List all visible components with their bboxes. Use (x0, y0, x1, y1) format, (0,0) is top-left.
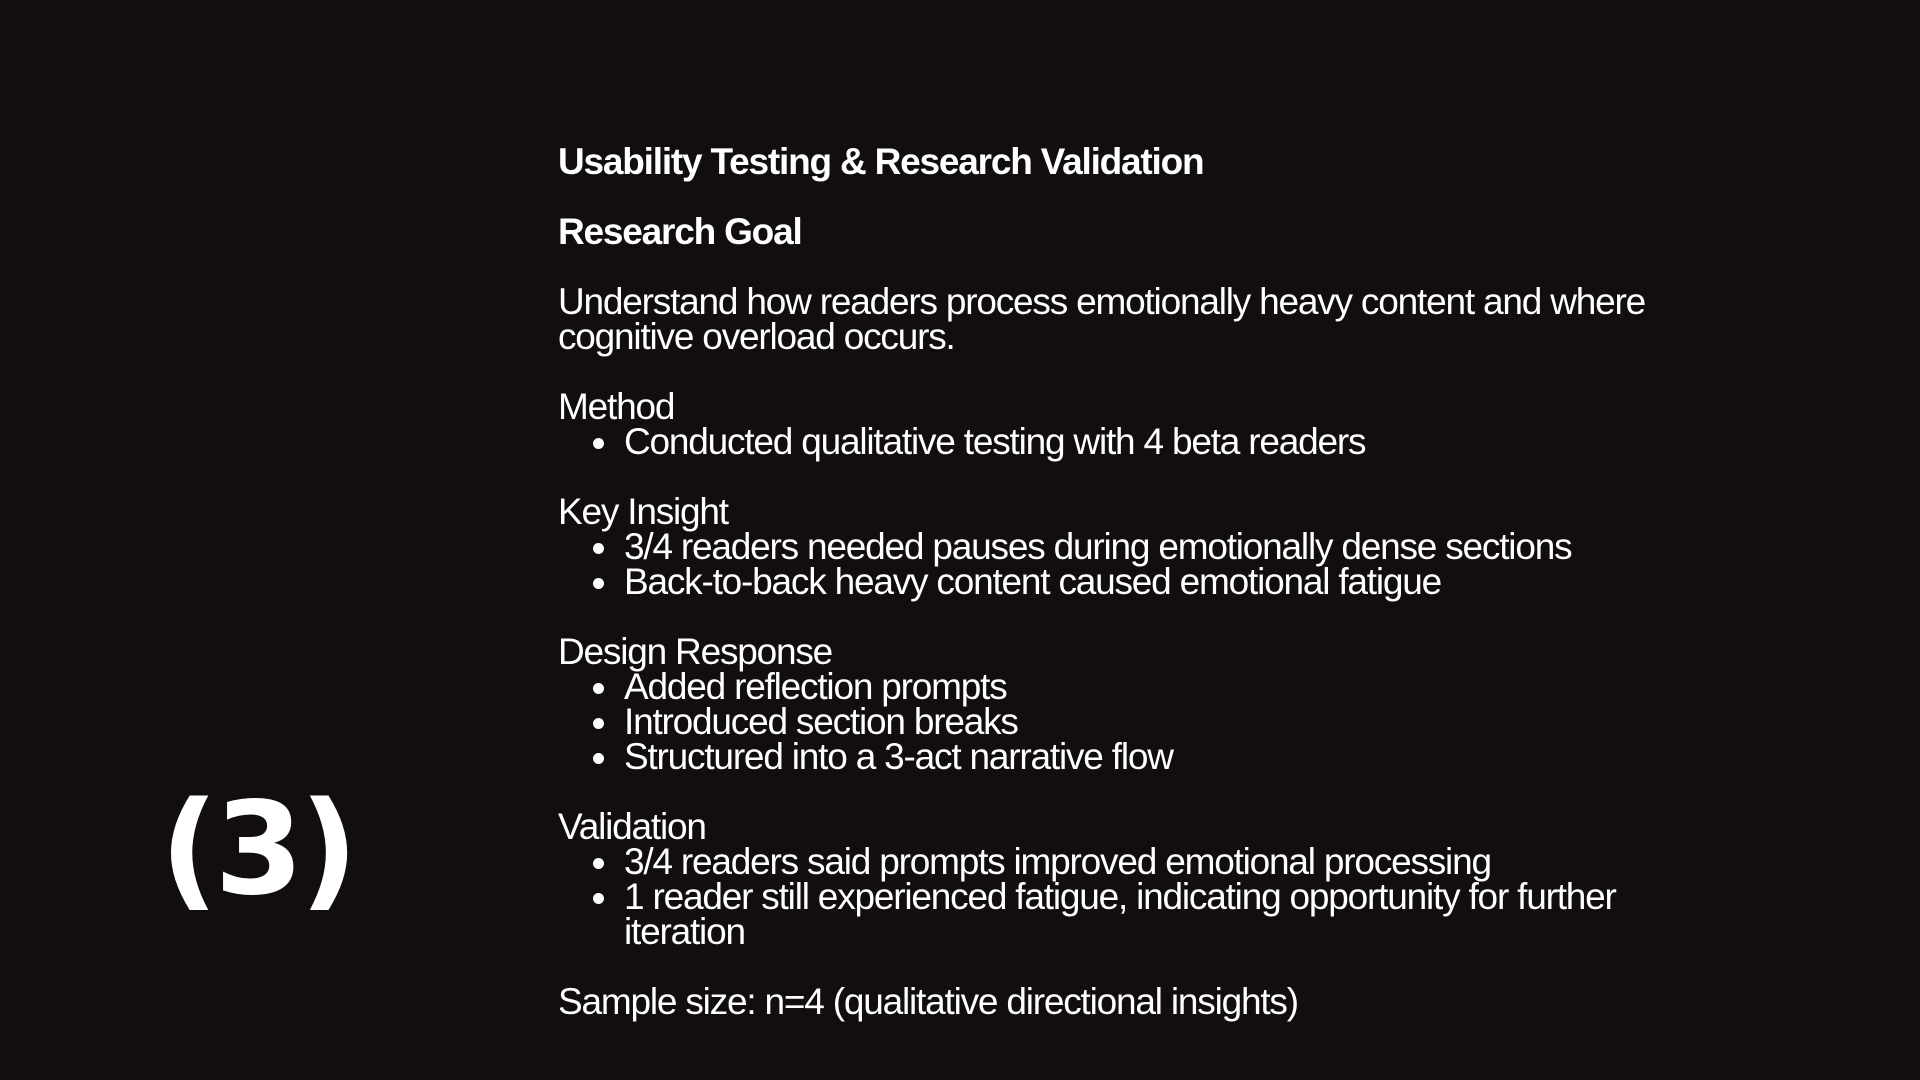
validation-section (558, 806, 1758, 952)
method-list (558, 421, 1758, 462)
bullet-icon (593, 753, 604, 764)
bullet-icon (593, 893, 604, 904)
sample-size-note: Sample size: n=4 (qualitative directional insights) (558, 981, 1298, 1022)
research-goal-heading: Research Goal (558, 211, 802, 252)
list-item-text: Introduced section breaks (624, 701, 1018, 742)
list-item-text: Added reflection prompts (624, 666, 1007, 707)
bullet-icon (593, 438, 604, 449)
list-item-text: 1 reader still experienced fatigue, indicating opportunity for further iteration (624, 876, 1616, 952)
design-response-list (558, 666, 1758, 777)
slide-content (558, 141, 1758, 1054)
bullet-icon (593, 683, 604, 694)
list-item-text: Conducted qualitative testing with 4 beta readers (624, 421, 1366, 462)
list-item (558, 561, 1734, 602)
slide-title: Usability Testing & Research Validation (558, 141, 1204, 182)
design-response-section (558, 631, 1758, 777)
bullet-icon (593, 858, 604, 869)
list-item (558, 876, 1734, 952)
design-response-label: Design Response (558, 631, 833, 672)
key-insight-list (558, 526, 1758, 602)
list-item (558, 736, 1734, 777)
list-item (558, 666, 1734, 707)
list-item-text: 3/4 readers said prompts improved emotional processing (624, 841, 1491, 882)
key-insight-section (558, 491, 1758, 602)
bullet-icon (593, 718, 604, 729)
list-item-text: Structured into a 3-act narrative flow (624, 736, 1173, 777)
list-item (558, 526, 1734, 567)
method-section (558, 386, 1758, 462)
list-item (558, 701, 1734, 742)
bullet-icon (593, 578, 604, 589)
slide-number: (3) (160, 775, 355, 924)
list-item-text: Back-to-back heavy content caused emotional fatigue (624, 561, 1442, 602)
list-item-text: 3/4 readers needed pauses during emotionally dense sections (624, 526, 1572, 567)
bullet-icon (593, 543, 604, 554)
key-insight-label: Key Insight (558, 491, 728, 532)
method-label: Method (558, 386, 675, 427)
validation-list (558, 841, 1758, 952)
list-item (558, 841, 1734, 882)
list-item (558, 421, 1734, 462)
research-goal-text: Understand how readers process emotionally heavy content and where cognitive overload occurs. (558, 281, 1645, 357)
validation-label: Validation (558, 806, 706, 847)
